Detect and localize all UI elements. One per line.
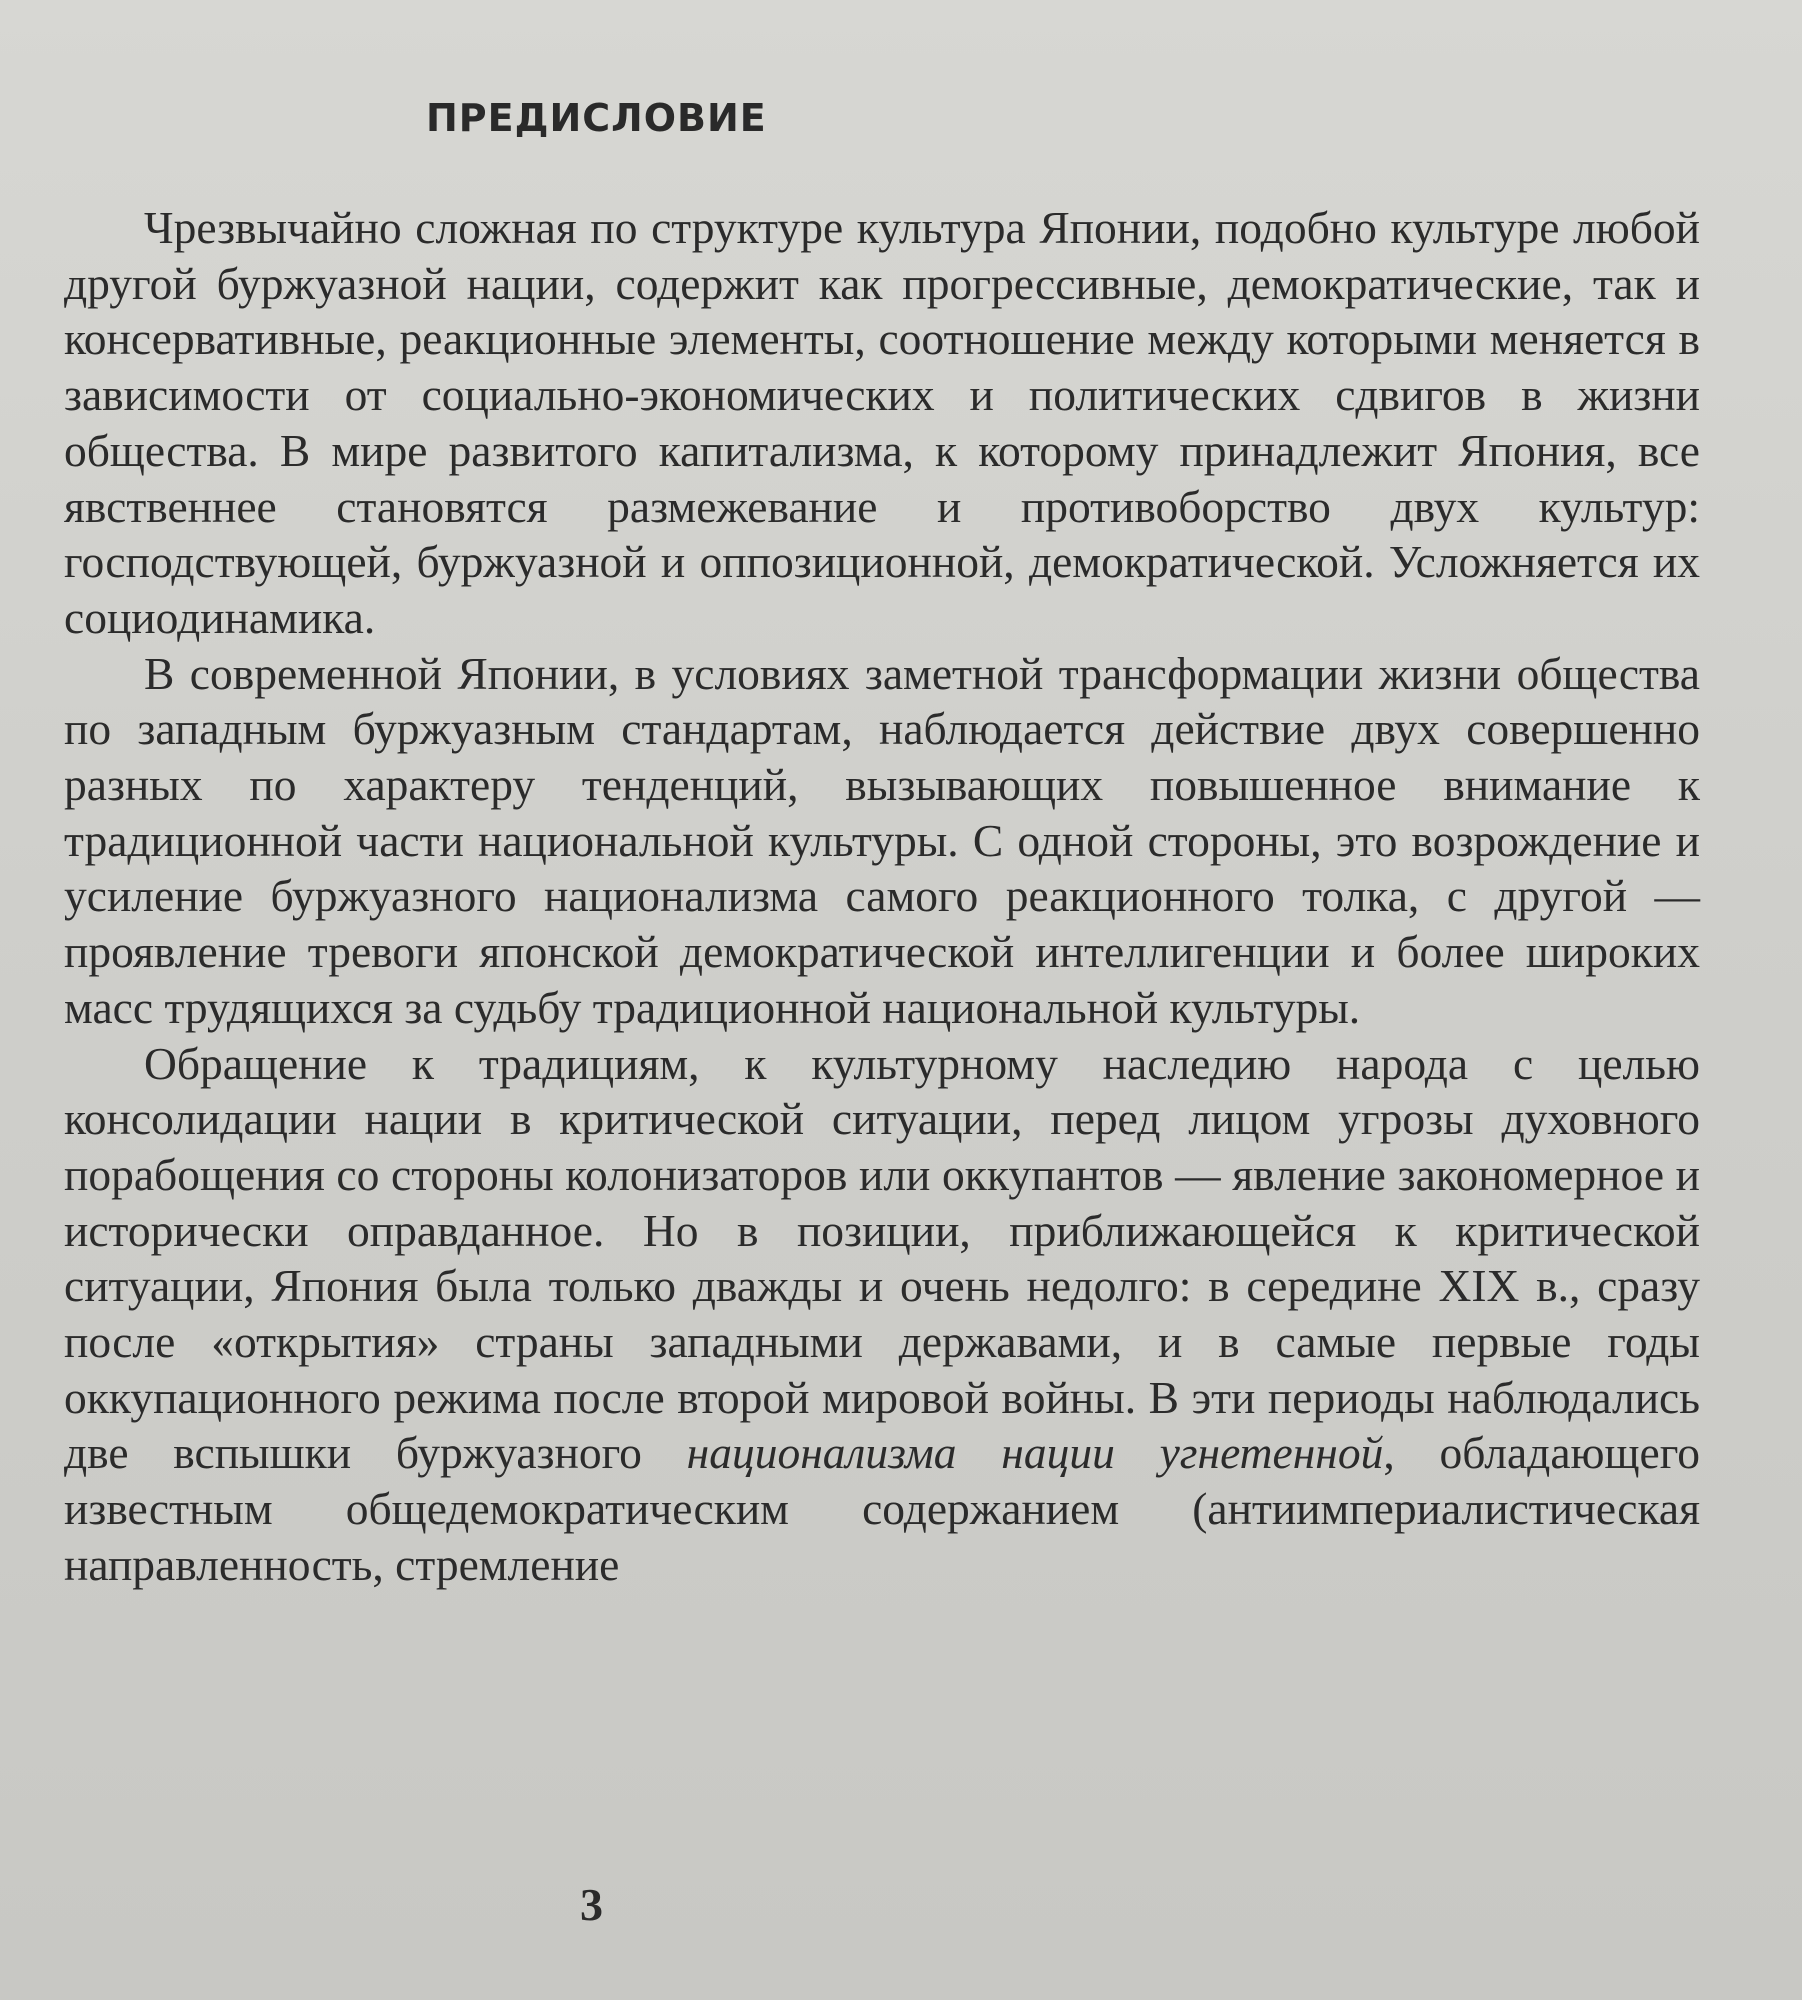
paragraph-3-italic-phrase: национализма нации угнетенной xyxy=(686,1427,1384,1479)
body-text xyxy=(64,200,1700,1593)
paragraph-3-text-end: , обладающего известным общедемократическим содержанием (антиимпериалистическая направленность, стремление xyxy=(64,1427,1701,1590)
page-number: 3 xyxy=(580,1879,603,1930)
paragraph-3-text-start: Обращение к традициям, к культурному наследию народа с целью консолидации нации в критической ситуации, перед лицом угрозы духовного порабощения со стороны колонизаторов или оккупантов — явление закономерное и исторически оправданное. Но в позиции, приближающейся к критической ситуации, Япония была только дважды и очень недолго: в середине XIX в., сразу после «открытия» страны западными державами, и в самые первые годы оккупационного режима после второй мировой войны. В эти периоды наблюдались две вспышки буржуазного xyxy=(64,1037,1700,1479)
paragraph-2: В современной Японии, в условиях заметной трансформации жизни общества по западным буржуазным стандартам, наблюдается действие двух совершенно разных по характеру тенденций, вызывающих повышенное внимание к традиционной части национальной культуры. С одной стороны, это возрождение и усиление буржуазного национализма самого реакционного толка, с другой — проявление тревоги японской демократической интеллигенции и более широких масс трудящихся за судьбу традиционной национальной культуры. xyxy=(64,647,1700,1033)
page-title: ПРЕДИСЛОВИЕ xyxy=(426,96,767,140)
paragraph-3 xyxy=(64,1036,1700,1593)
paragraph-1: Чрезвычайно сложная по структуре культура Японии, подобно культуре любой другой буржуазной нации, содержит как прогрессивные, демократические, так и консервативные, реакционные элементы, соотношение между которыми меняется в зависимости от социально-экономических и политических сдвигов в жизни общества. В мире развитого капитализма, к которому принадлежит Япония, все явственнее становятся размежевание и противоборство двух культур: господствующей, буржуазной и оппозиционной, демократической. Усложняется их социодинамика. xyxy=(64,202,1700,643)
